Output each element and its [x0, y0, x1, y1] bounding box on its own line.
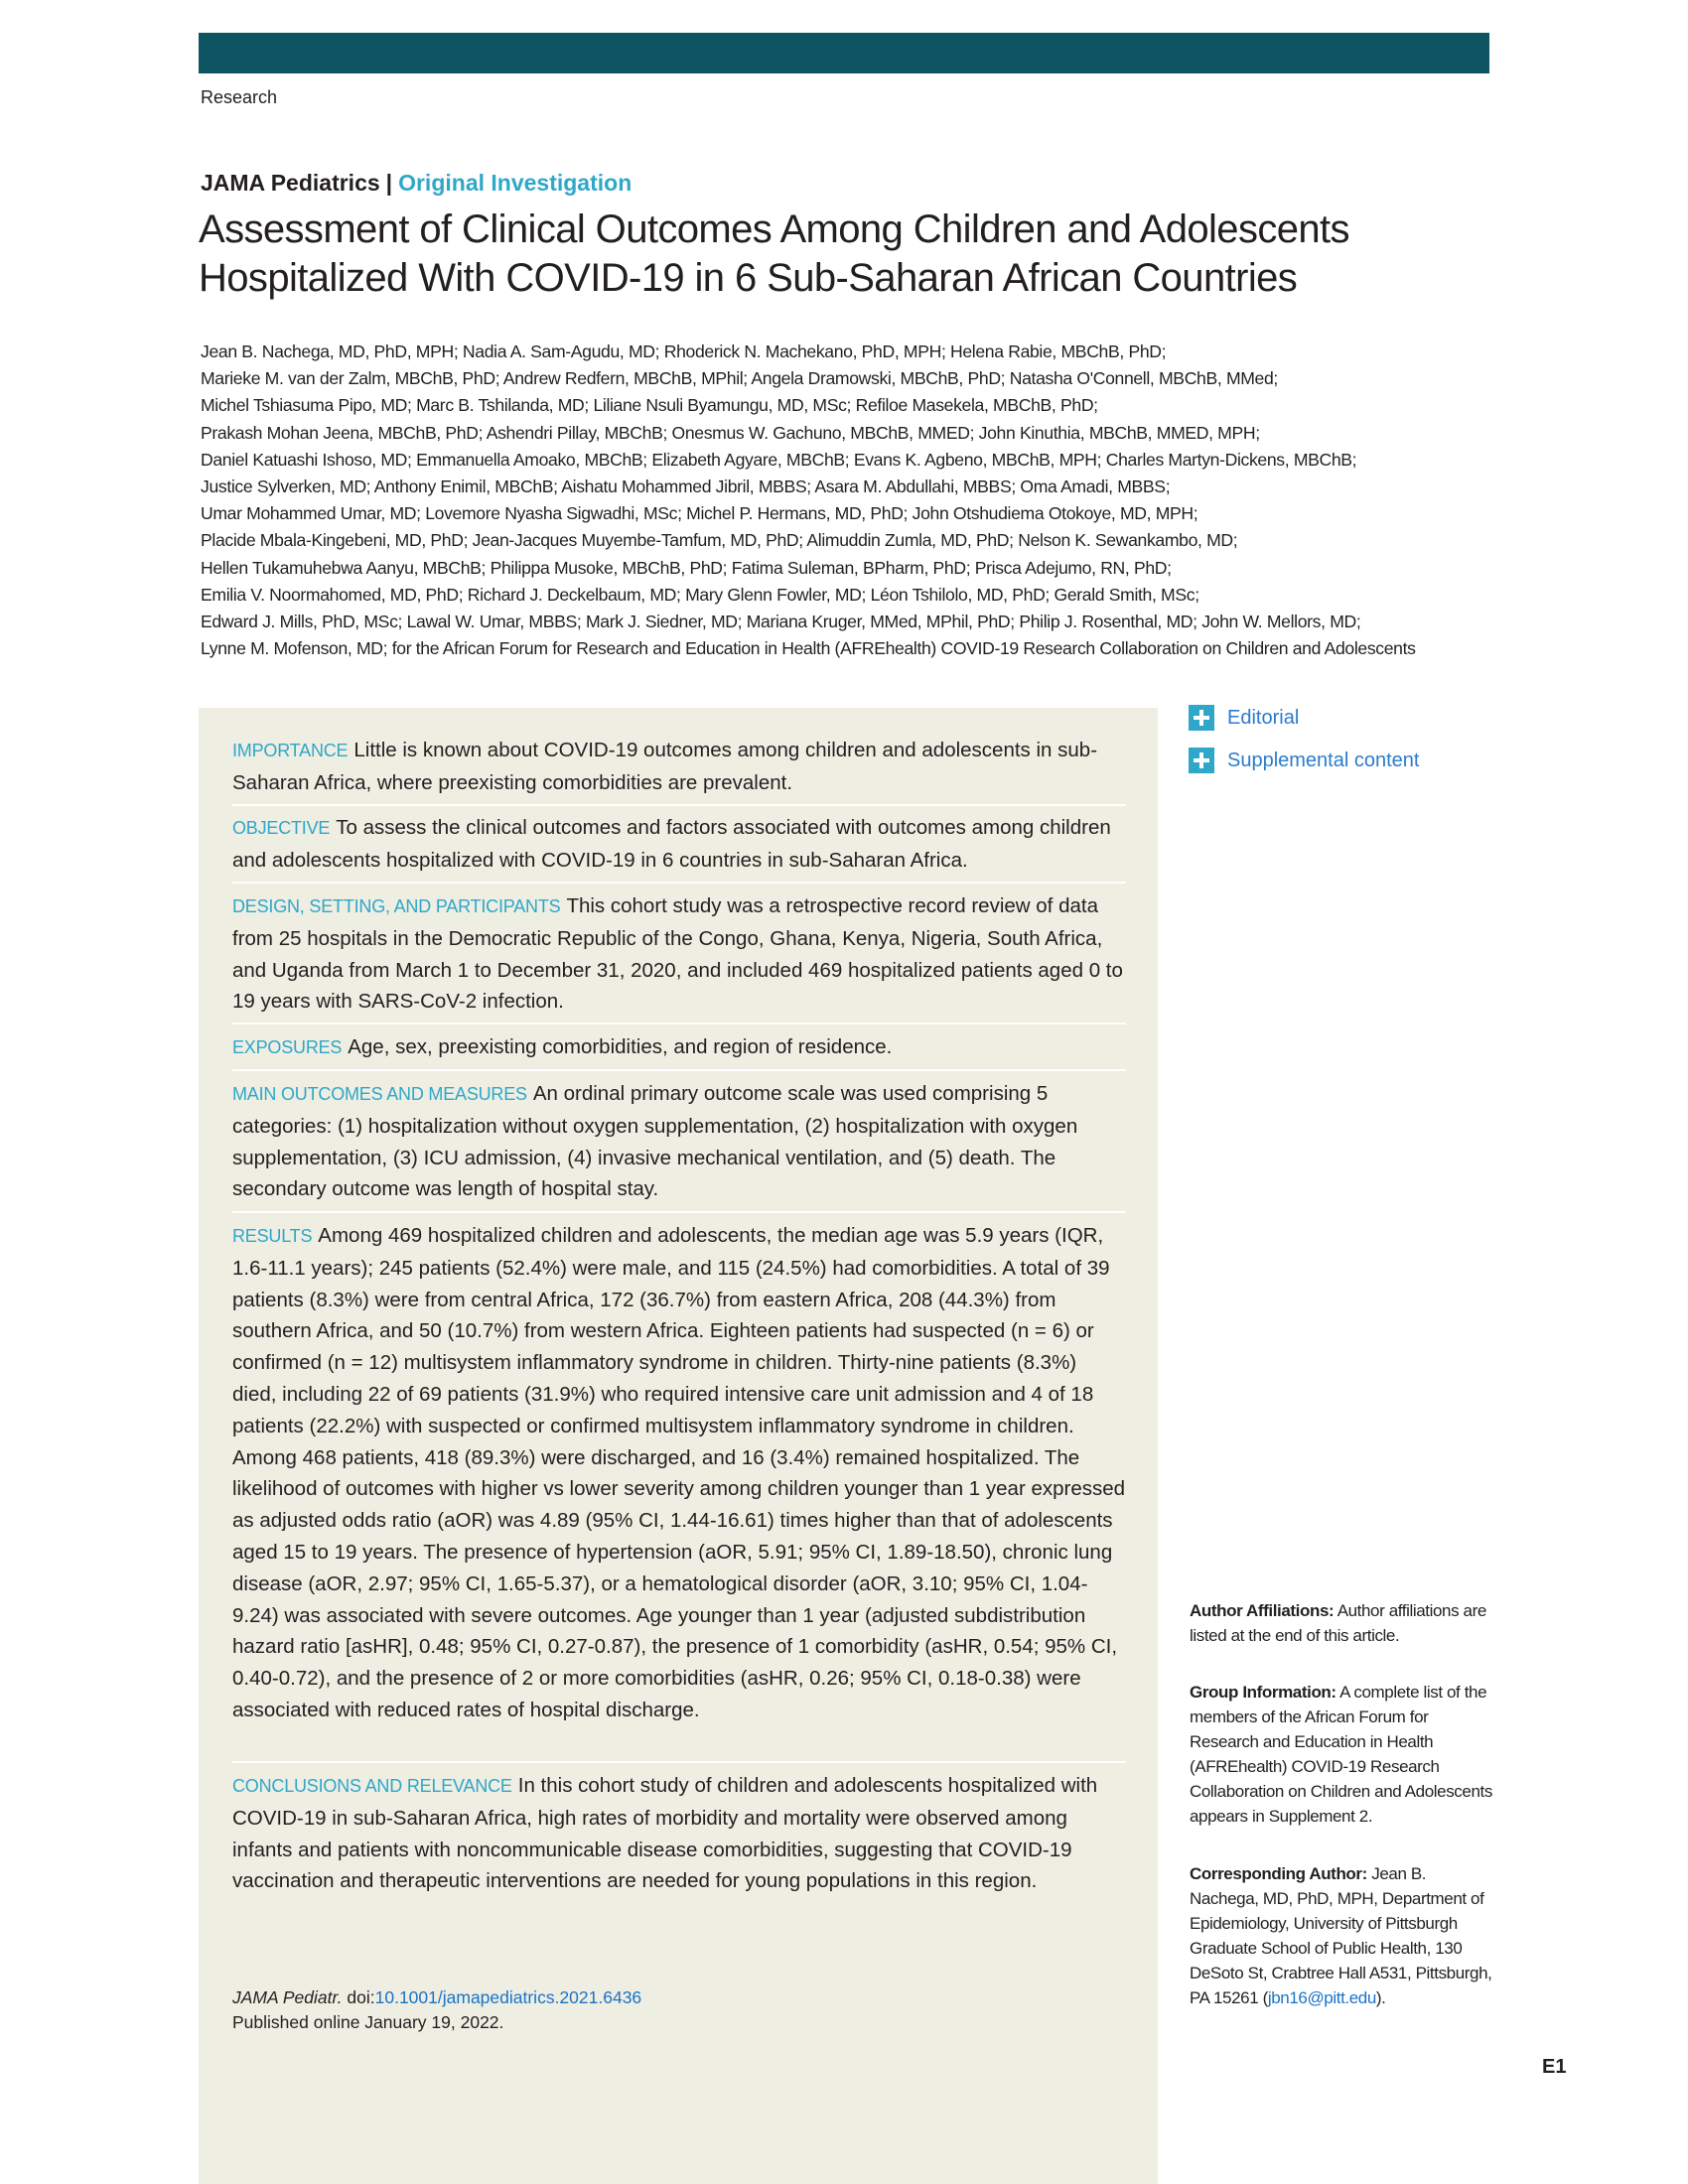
- abstract-text: An ordinal primary outcome scale was used comprising 5 categories: (1) hospitalization without oxygen supplementation, (2) hospitalization with oxygen supplementation, (3) ICU admission, (4) invasive mechanical ventilation, and (5) death. The secondary outcome was length of hospital stay.: [232, 1082, 1078, 1201]
- abstract-divider: [232, 1211, 1126, 1213]
- abstract-heading: OBJECTIVE: [232, 818, 331, 838]
- abstract-importance: [232, 735, 1126, 799]
- abstract-results: [232, 1220, 1126, 1726]
- group-info-text: A complete list of the members of the African Forum for Research and Education in Health (AFREhealth) COVID-19 Research Collaboration on Children and Adolescents appears in Supplement 2.: [1190, 1683, 1492, 1826]
- affiliations-text: Author affiliations are listed at the end of this article.: [1190, 1601, 1486, 1645]
- section-label: Research: [201, 87, 278, 107]
- author-line: Placide Mbala-Kingebeni, MD, PhD; Jean-Jacques Muyembe-Tamfum, MD, PhD; Alimuddin Zumla, MD, PhD; Nelson K. Sewankambo, MD;: [201, 530, 1238, 551]
- abstract-divider: [232, 1023, 1126, 1024]
- abstract-text: Among 469 hospitalized children and adolescents, the median age was 5.9 years (IQR, 1.6-11.1 years); 245 patients (52.4%) were male, and 115 (24.5%) had comorbidities. A total of 39 patients (8.3%) were from central Africa, 172 (36.7%) from eastern Africa, 208 (44.3%) from southern Africa, and 50 (10.7%) from western Africa. Eighteen patients had suspected (n = 6) or confirmed (n = 12) multisystem inflammatory syndrome in children. Thirty-nine patients (8.3%) died, including 22 of 69 patients (31.9%) who required intensive care unit admission and 4 of 18 patients (22.2%) with suspected or confirmed multisystem inflammatory syndrome in children. Among 468 patients, 418 (89.3%) were discharged, and 16 (3.4%) remained hospitalized. The likelihood of outcomes with higher vs lower severity among children younger than 1 year expressed as adjusted odds ratio (aOR) was 4.89 (95% CI, 1.44-16.61) times higher than that of adolescents aged 15 to 19 years. The presence of hypertension (aOR, 5.91; 95% CI, 1.89-18.50), chronic lung disease (aOR, 2.97; 95% CI, 1.65-5.37), or a hematological disorder (aOR, 3.10; 95% CI, 1.04-9.24) was associated with severe outcomes. Age younger than 1 year (adjusted subdistribution hazard ratio [asHR], 0.48; 95% CI, 0.27-0.87), the presence of 1 comorbidity (asHR, 0.54; 95% CI, 0.40-0.72), and the presence of 2 or more comorbidities (asHR, 0.26; 95% CI, 0.18-0.38) were associated with reduced rates of hospital discharge.: [232, 1224, 1126, 1721]
- article-type: Original Investigation: [398, 170, 633, 196]
- article-title: [199, 205, 1489, 303]
- author-line: Umar Mohammed Umar, MD; Lovemore Nyasha Sigwadhi, MSc; Michel P. Hermans, MD, PhD; John Otshudiema Otokoye, MD, MPH;: [201, 503, 1198, 524]
- abstract-text: Little is known about COVID-19 outcomes among children and adolescents in sub-Saharan Africa, where preexisting comorbidities are prevalent.: [232, 739, 1098, 794]
- editorial-link-label: Editorial: [1227, 706, 1300, 729]
- abstract-text: To assess the clinical outcomes and factors associated with outcomes among children and adolescents hospitalized with COVID-19 in 6 countries in sub-Saharan Africa.: [232, 816, 1111, 872]
- author-line: Jean B. Nachega, MD, PhD, MPH; Nadia A. Sam-Agudu, MD; Rhoderick N. Machekano, PhD, MPH; Helena Rabie, MBChB, PhD;: [201, 341, 1167, 361]
- abstract-design: [232, 890, 1126, 1018]
- corresponding-author: [1190, 1862, 1492, 2010]
- plus-icon: [1189, 705, 1214, 731]
- author-line: Lynne M. Mofenson, MD; for the African Forum for Research and Education in Health (AFREhealth) COVID-19 Research Collaboration on Children and Adolescents: [201, 638, 1416, 659]
- title-line: Assessment of Clinical Outcomes Among Children and Adolescents: [199, 207, 1349, 251]
- page-number: E1: [1542, 2056, 1567, 2078]
- author-line: Michel Tshiasuma Pipo, MD; Marc B. Tshilanda, MD; Liliane Nsuli Byamungu, MD, MSc; Refiloe Masekela, MBChB, PhD;: [201, 395, 1098, 416]
- abstract-outcomes: [232, 1078, 1126, 1205]
- author-line: Marieke M. van der Zalm, MBChB, PhD; Andrew Redfern, MBChB, MPhil; Angela Dramowski, MBChB, PhD; Natasha O'Connell, MBChB, MMed;: [201, 368, 1278, 389]
- abstract-heading: DESIGN, SETTING, AND PARTICIPANTS: [232, 896, 561, 916]
- corresponding-author-text: Jean B. Nachega, MD, PhD, MPH, Department of Epidemiology, University of Pittsburgh Graduate School of Public Health, 130 DeSoto St, Crabtree Hall A531, Pittsburgh, PA 15261 (: [1190, 1864, 1492, 2007]
- citation-journal: JAMA Pediatr.: [232, 1987, 343, 2007]
- abstract-text: In this cohort study of children and adolescents hospitalized with COVID-19 in sub-Saharan Africa, high rates of morbidity and mortality were observed among infants and patients with noncommunicable disease comorbidities, suggesting that COVID-19 vaccination and therapeutic interventions are needed for young populations in this region.: [232, 1774, 1098, 1893]
- plus-icon: [1189, 748, 1214, 773]
- abstract-heading: EXPOSURES: [232, 1037, 343, 1057]
- abstract-divider: [232, 882, 1126, 884]
- journal-separator: |: [385, 170, 393, 196]
- author-line: Emilia V. Noormahomed, MD, PhD; Richard J. Deckelbaum, MD; Mary Glenn Fowler, MD; Léon Tshilolo, MD, PhD; Gerald Smith, MSc;: [201, 584, 1199, 605]
- journal-line: [201, 170, 632, 197]
- author-line: Hellen Tukamuhebwa Aanyu, MBChB; Philippa Musoke, MBChB, PhD; Fatima Suleman, BPharm, PhD; Prisca Adejumo, RN, PhD;: [201, 557, 1172, 578]
- corresponding-author-text-end: ).: [1375, 1987, 1386, 2007]
- supplemental-content-link[interactable]: [1189, 748, 1419, 773]
- author-line: Daniel Katuashi Ishoso, MD; Emmanuella Amoako, MBChB; Elizabeth Agyare, MBChB; Evans K. Agbeno, MBChB, MPH; Charles Martyn-Dickens, MBChB;: [201, 449, 1357, 470]
- abstract-heading: CONCLUSIONS AND RELEVANCE: [232, 1776, 512, 1796]
- abstract-box: [199, 708, 1158, 2184]
- abstract-exposures: [232, 1031, 1126, 1064]
- title-line: Hospitalized With COVID-19 in 6 Sub-Saharan African Countries: [199, 256, 1298, 300]
- affiliations-label: Author Affiliations:: [1190, 1601, 1335, 1620]
- corresponding-author-label: Corresponding Author:: [1190, 1864, 1367, 1883]
- citation: [232, 1985, 641, 2035]
- group-information: [1190, 1681, 1492, 1829]
- citation-doi-label: doi:: [342, 1987, 375, 2007]
- abstract-text: This cohort study was a retrospective record review of data from 25 hospitals in the Democratic Republic of the Congo, Ghana, Kenya, Nigeria, South Africa, and Uganda from March 1 to December 31, 2020, and included 469 hospitalized patients aged 0 to 19 years with SARS-CoV-2 infection.: [232, 894, 1123, 1014]
- editorial-link[interactable]: [1189, 705, 1299, 731]
- author-affiliations: [1190, 1599, 1492, 1649]
- header-color-bar: [199, 33, 1489, 73]
- doi-link[interactable]: 10.1001/jamapediatrics.2021.6436: [374, 1987, 642, 2007]
- abstract-divider: [232, 804, 1126, 806]
- citation-doi-line: [232, 1985, 641, 2010]
- corresponding-author-email[interactable]: jbn16@pitt.edu: [1267, 1987, 1376, 2007]
- journal-name: JAMA Pediatrics: [201, 170, 380, 196]
- supplemental-content-label: Supplemental content: [1227, 749, 1420, 771]
- author-line: Edward J. Mills, PhD, MSc; Lawal W. Umar, MBBS; Mark J. Siedner, MD; Mariana Kruger, MMed, MPhil, PhD; Philip J. Rosenthal, MD; John W. Mellors, MD;: [201, 612, 1361, 632]
- abstract-text: Age, sex, preexisting comorbidities, and region of residence.: [348, 1035, 893, 1058]
- group-info-label: Group Information:: [1190, 1683, 1336, 1702]
- abstract-divider: [232, 1069, 1126, 1071]
- abstract-divider: [232, 1761, 1126, 1763]
- abstract-heading: MAIN OUTCOMES AND MEASURES: [232, 1084, 527, 1104]
- author-list: [201, 339, 1501, 662]
- abstract-conclusions: [232, 1770, 1126, 1897]
- abstract-heading: IMPORTANCE: [232, 741, 349, 760]
- author-line: Justice Sylverken, MD; Anthony Enimil, MBChB; Aishatu Mohammed Jibril, MBBS; Asara M. Abdullahi, MBBS; Oma Amadi, MBBS;: [201, 477, 1171, 497]
- abstract-objective: [232, 812, 1126, 877]
- author-line: Prakash Mohan Jeena, MBChB, PhD; Ashendri Pillay, MBChB; Onesmus W. Gachuno, MBChB, MMED; John Kinuthia, MBChB, MMED, MPH;: [201, 422, 1260, 443]
- abstract-heading: RESULTS: [232, 1226, 313, 1246]
- publication-date: Published online January 19, 2022.: [232, 2012, 504, 2032]
